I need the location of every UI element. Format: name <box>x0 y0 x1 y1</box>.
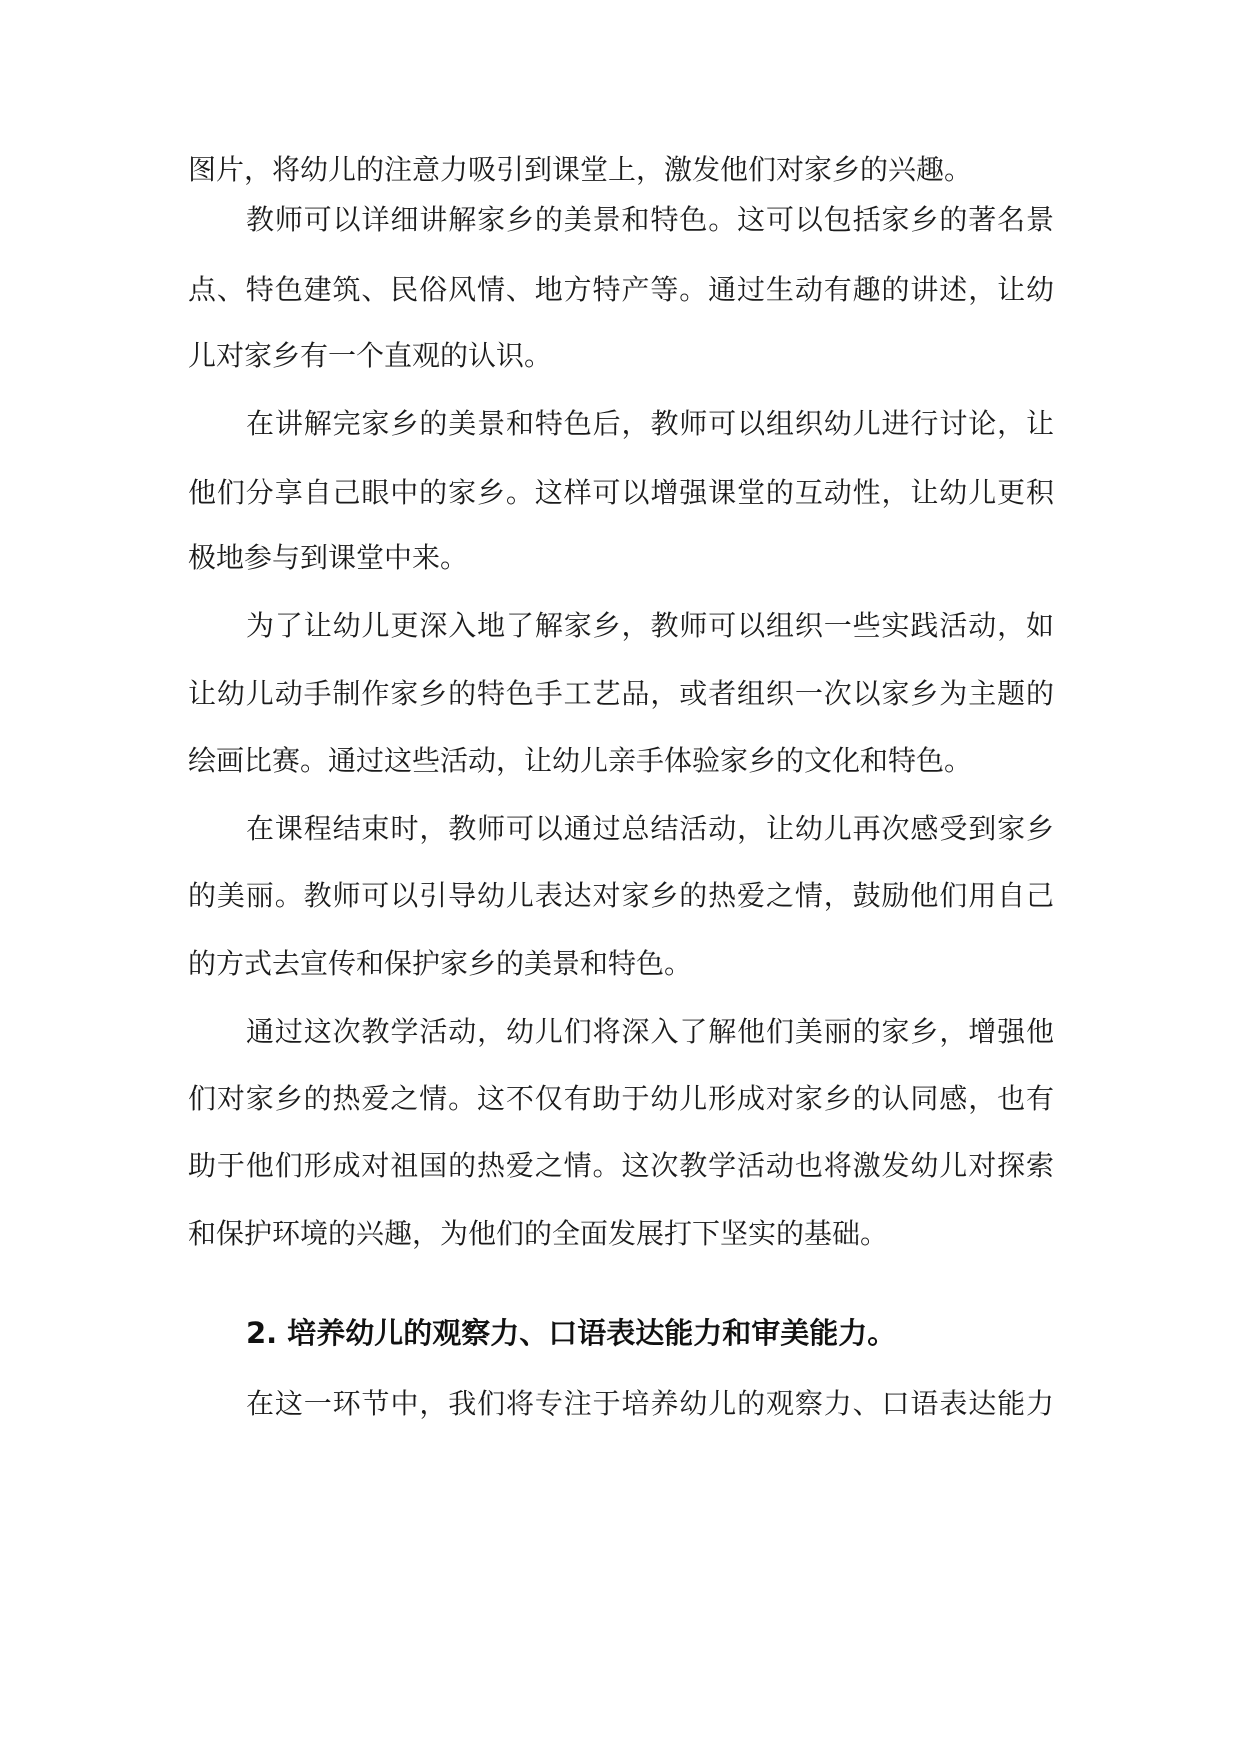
paragraph-line: 在课程结束时，教师可以通过总结活动，让幼儿再次感受到家乡 <box>246 812 1054 845</box>
paragraph-line: 教师可以详细讲解家乡的美景和特色。这可以包括家乡的著名景 <box>246 203 1054 236</box>
paragraph-line: 们对家乡的热爱之情。这不仅有助于幼儿形成对家乡的认同感，也有 <box>188 1082 1054 1115</box>
paragraph-line: 的美丽。教师可以引导幼儿表达对家乡的热爱之情，鼓励他们用自己 <box>188 879 1054 912</box>
paragraph-line: 和保护环境的兴趣，为他们的全面发展打下坚实的基础。 <box>188 1217 889 1250</box>
paragraph-line: 他们分享自己眼中的家乡。这样可以增强课堂的互动性，让幼儿更积 <box>188 476 1054 509</box>
paragraph-line: 图片，将幼儿的注意力吸引到课堂上，激发他们对家乡的兴趣。 <box>188 153 973 186</box>
paragraph-line: 点、特色建筑、民俗风情、地方特产等。通过生动有趣的讲述，让幼 <box>188 273 1054 306</box>
paragraph-line: 在讲解完家乡的美景和特色后，教师可以组织幼儿进行讨论，让 <box>246 407 1054 440</box>
paragraph-line: 在这一环节中，我们将专注于培养幼儿的观察力、口语表达能力 <box>246 1387 1054 1420</box>
paragraph-line: 让幼儿动手制作家乡的特色手工艺品，或者组织一次以家乡为主题的 <box>188 677 1054 710</box>
section-heading: 2. 培养幼儿的观察力、口语表达能力和审美能力。 <box>246 1316 897 1350</box>
paragraph-line: 绘画比赛。通过这些活动，让幼儿亲手体验家乡的文化和特色。 <box>188 744 973 777</box>
paragraph-line: 极地参与到课堂中来。 <box>188 541 469 574</box>
paragraph-line: 为了让幼儿更深入地了解家乡，教师可以组织一些实践活动，如 <box>246 609 1054 642</box>
paragraph-line: 助于他们形成对祖国的热爱之情。这次教学活动也将激发幼儿对探索 <box>188 1149 1054 1182</box>
paragraph-line: 通过这次教学活动，幼儿们将深入了解他们美丽的家乡，增强他 <box>246 1015 1054 1048</box>
paragraph-line: 的方式去宣传和保护家乡的美景和特色。 <box>188 947 693 980</box>
paragraph-line: 儿对家乡有一个直观的认识。 <box>188 339 553 372</box>
